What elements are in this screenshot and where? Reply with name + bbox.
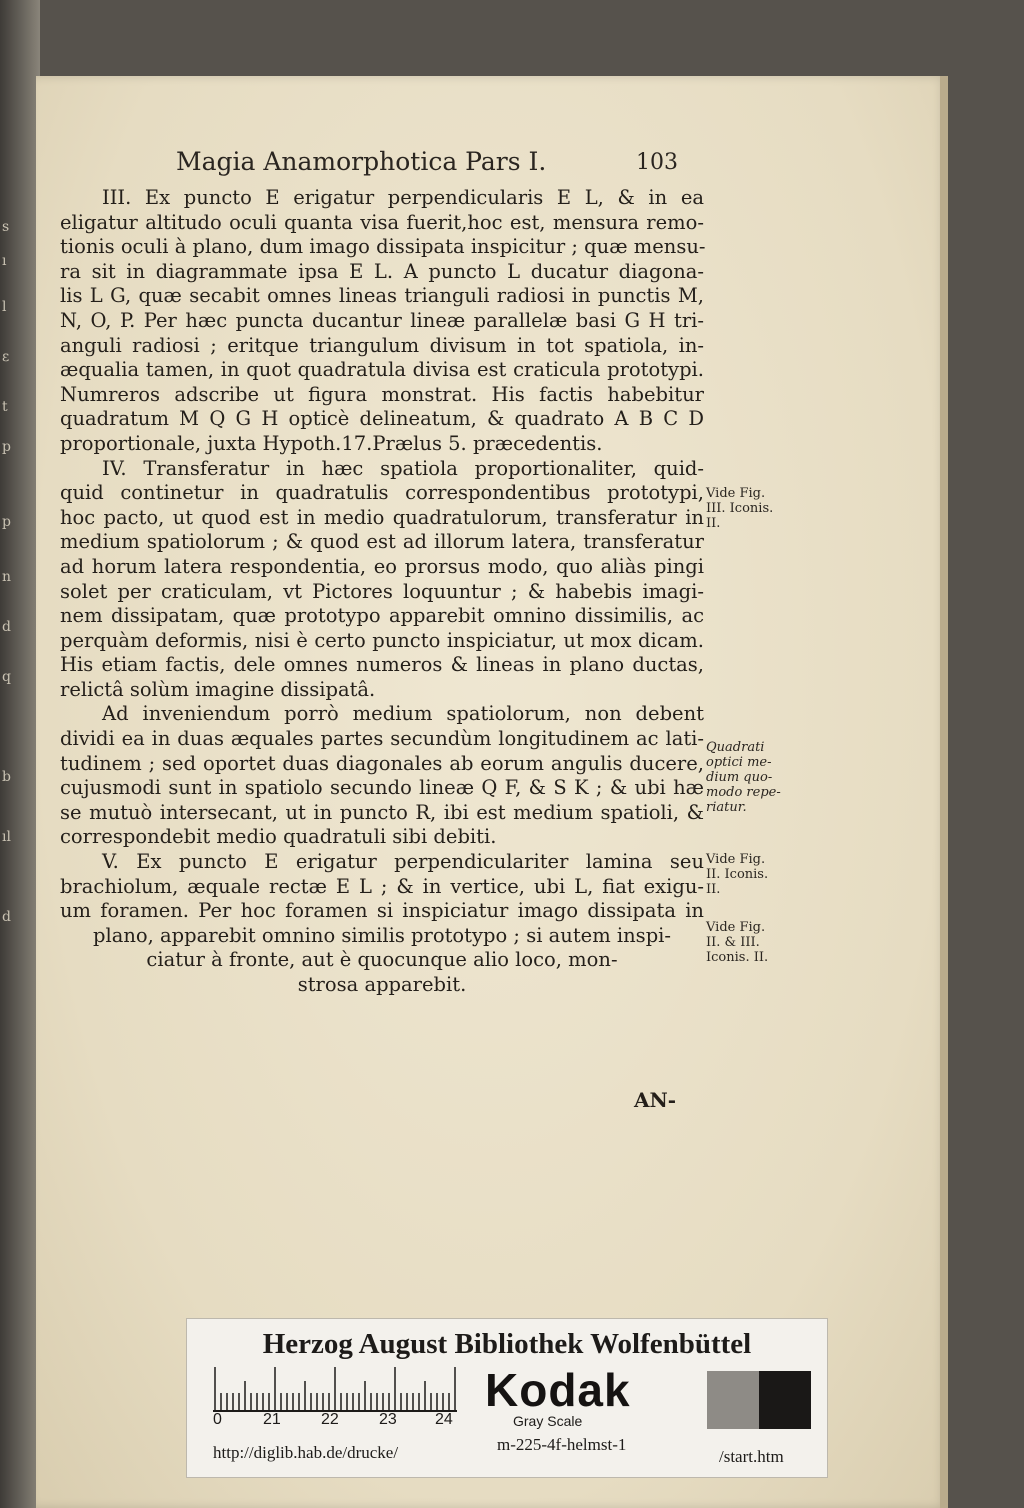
- margin-note: II. Iconis.: [706, 867, 769, 882]
- left-margin-mark: d: [2, 619, 11, 635]
- text-line: N, O, P. Per hæc puncta ducantur lineæ parallelæ basi G H tri-: [60, 308, 704, 332]
- left-margin-mark: n: [2, 569, 12, 585]
- margin-note: II. & III.: [706, 935, 760, 950]
- left-margin-mark: ε: [2, 349, 10, 365]
- library-title: Herzog August Bibliothek Wolfenbüttel: [262, 1328, 752, 1360]
- page-number: 103: [636, 150, 678, 175]
- text-line: cujusmodi sunt in spatiolo secundo lineæ Q F, & S K ; & ubi hæ: [60, 776, 704, 800]
- ruler-numbers: [213, 1411, 463, 1431]
- text-line: strosa apparebit.: [297, 973, 467, 996]
- text-line: Ad inveniendum porrò medium spatiolorum, non debent: [102, 702, 704, 726]
- url-suffix: /start.htm: [719, 1447, 784, 1466]
- margin-note: II.: [706, 882, 721, 897]
- kodak-logo: Kodak: [485, 1364, 631, 1416]
- text-line: quadratum M Q G H opticè delineatum, & quadrato A B C D: [60, 407, 704, 431]
- margin-note-block: [706, 920, 796, 965]
- left-margin-mark: q: [2, 669, 11, 685]
- gray-swatch: [707, 1371, 759, 1429]
- left-margin-mark: t: [2, 399, 8, 415]
- text-line: relictâ solùm imagine dissipatâ.: [60, 677, 376, 701]
- margin-note: dium quo-: [706, 770, 773, 785]
- left-margin-mark: b: [2, 769, 11, 785]
- text-line: anguli radiosi ; eritque triangulum divisum in tot spatiola, in-: [60, 333, 704, 357]
- margin-note-block: [706, 740, 796, 815]
- text-line: æqualia tamen, in quot quadratula divisa est craticula prototypi.: [60, 358, 704, 382]
- text-line: correspondebit medio quadratuli sibi debiti.: [60, 825, 497, 849]
- catchword: AN-: [634, 1088, 677, 1112]
- text-line: hoc pacto, ut quod est in medio quadratulorum, transferatur in: [60, 505, 704, 529]
- black-swatch: [759, 1371, 811, 1429]
- text-line: proportionale, juxta Hypoth.17.Prælus 5. præcedentis.: [60, 431, 603, 455]
- margin-note: II.: [706, 516, 721, 531]
- ruler: [213, 1367, 457, 1413]
- text-line: Numreros adscribe ut figura monstrat. His factis habebitur: [60, 382, 704, 406]
- library-url: http://diglib.hab.de/drucke/: [213, 1443, 399, 1462]
- text-line: III. Ex puncto E erigatur perpendicularis E L, & in ea: [102, 186, 704, 209]
- margin-note: Vide Fig.: [706, 486, 766, 501]
- ruler-number: 0: [213, 1411, 222, 1428]
- ruler-number: 21: [263, 1411, 281, 1428]
- text-line: tudinem ; sed oportet duas diagonales ab eorum angulis ducere,: [60, 751, 704, 775]
- running-head: Magia Anamorphotica Pars I.: [176, 147, 547, 176]
- text-line: ad horum latera respondentia, eo prorsus modo, quo aliàs pingi: [60, 554, 704, 578]
- text-line: nem dissipatam, quæ prototypo apparebit omnino dissimilis, ac: [60, 604, 704, 628]
- gray-scale-caption: Gray Scale: [513, 1413, 583, 1429]
- body-text: [60, 186, 704, 998]
- library-label: [186, 1318, 828, 1478]
- left-margin-mark: p: [2, 514, 11, 530]
- ruler-number: 24: [435, 1411, 453, 1428]
- page-edge: [940, 76, 948, 1508]
- text-line: IV. Transferatur in hæc spatiola proportionaliter, quid-: [102, 456, 704, 480]
- margin-note: riatur.: [706, 800, 747, 815]
- margin-note: Quadrati: [706, 740, 765, 755]
- text-line: brachiolum, æquale rectæ E L ; & in vertice, ubi L, fiat exigu-: [60, 874, 704, 898]
- text-line: se mutuò intersecant, ut in puncto R, ibi est medium spatioli, &: [60, 800, 704, 824]
- left-margin-mark: ıl: [2, 829, 11, 845]
- text-line: V. Ex puncto E erigatur perpendiculariter lamina seu: [102, 850, 704, 874]
- text-line: ra sit in diagrammate ipsa E L. A puncto L ducatur diagona-: [60, 259, 704, 283]
- text-line: perquàm deformis, nisi è certo puncto inspiciatur, ut mox dicam.: [60, 628, 704, 652]
- text-line: ciatur à fronte, aut è quocunque alio loco, mon-: [146, 948, 618, 972]
- margin-note-block: [706, 852, 796, 897]
- left-margin-mark: s: [2, 219, 10, 235]
- left-margin-mark: ı: [2, 253, 7, 269]
- text-line: lis L G, quæ secabit omnes lineas trianguli radiosi in punctis M,: [60, 284, 704, 308]
- left-margin-mark: p: [2, 439, 11, 455]
- left-margin-mark: d: [2, 909, 11, 925]
- shelfmark: m-225-4f-helmst-1: [497, 1435, 627, 1454]
- margin-note-block: [706, 486, 796, 531]
- text-line: medium spatiolorum ; & quod est ad illorum latera, transferatur: [60, 530, 704, 554]
- text-line: quid continetur in quadratulis correspondentibus prototypi,: [60, 481, 704, 505]
- text-line: dividi ea in duas æquales partes secundùm longitudinem ac lati-: [60, 727, 704, 751]
- margin-note: Iconis. II.: [706, 950, 769, 965]
- margin-note: modo repe-: [706, 785, 781, 800]
- margin-note: III. Iconis.: [706, 501, 774, 516]
- ruler-number: 22: [321, 1411, 339, 1428]
- margin-note: Vide Fig.: [706, 920, 766, 935]
- text-line: plano, apparebit omnino similis prototypo ; si autem inspi-: [92, 923, 671, 947]
- adjacent-page-strip: [0, 0, 40, 1508]
- ruler-number: 23: [379, 1411, 397, 1428]
- text-line: solet per craticulam, vt Pictores loquuntur ; & habebis imagi-: [60, 579, 704, 603]
- text-line: eligatur altitudo oculi quanta visa fuerit,hoc est, mensura remo-: [60, 210, 704, 234]
- text-line: um foramen. Per hoc foramen si inspiciatur imago dissipata in: [60, 899, 704, 923]
- margin-note: optici me-: [706, 755, 772, 770]
- margin-note: Vide Fig.: [706, 852, 766, 867]
- text-line: tionis oculi à plano, dum imago dissipata inspicitur ; quæ mensu-: [60, 235, 706, 259]
- left-margin-mark: l: [2, 299, 7, 315]
- text-line: His etiam factis, dele omnes numeros & lineas in plano ductas,: [60, 653, 704, 677]
